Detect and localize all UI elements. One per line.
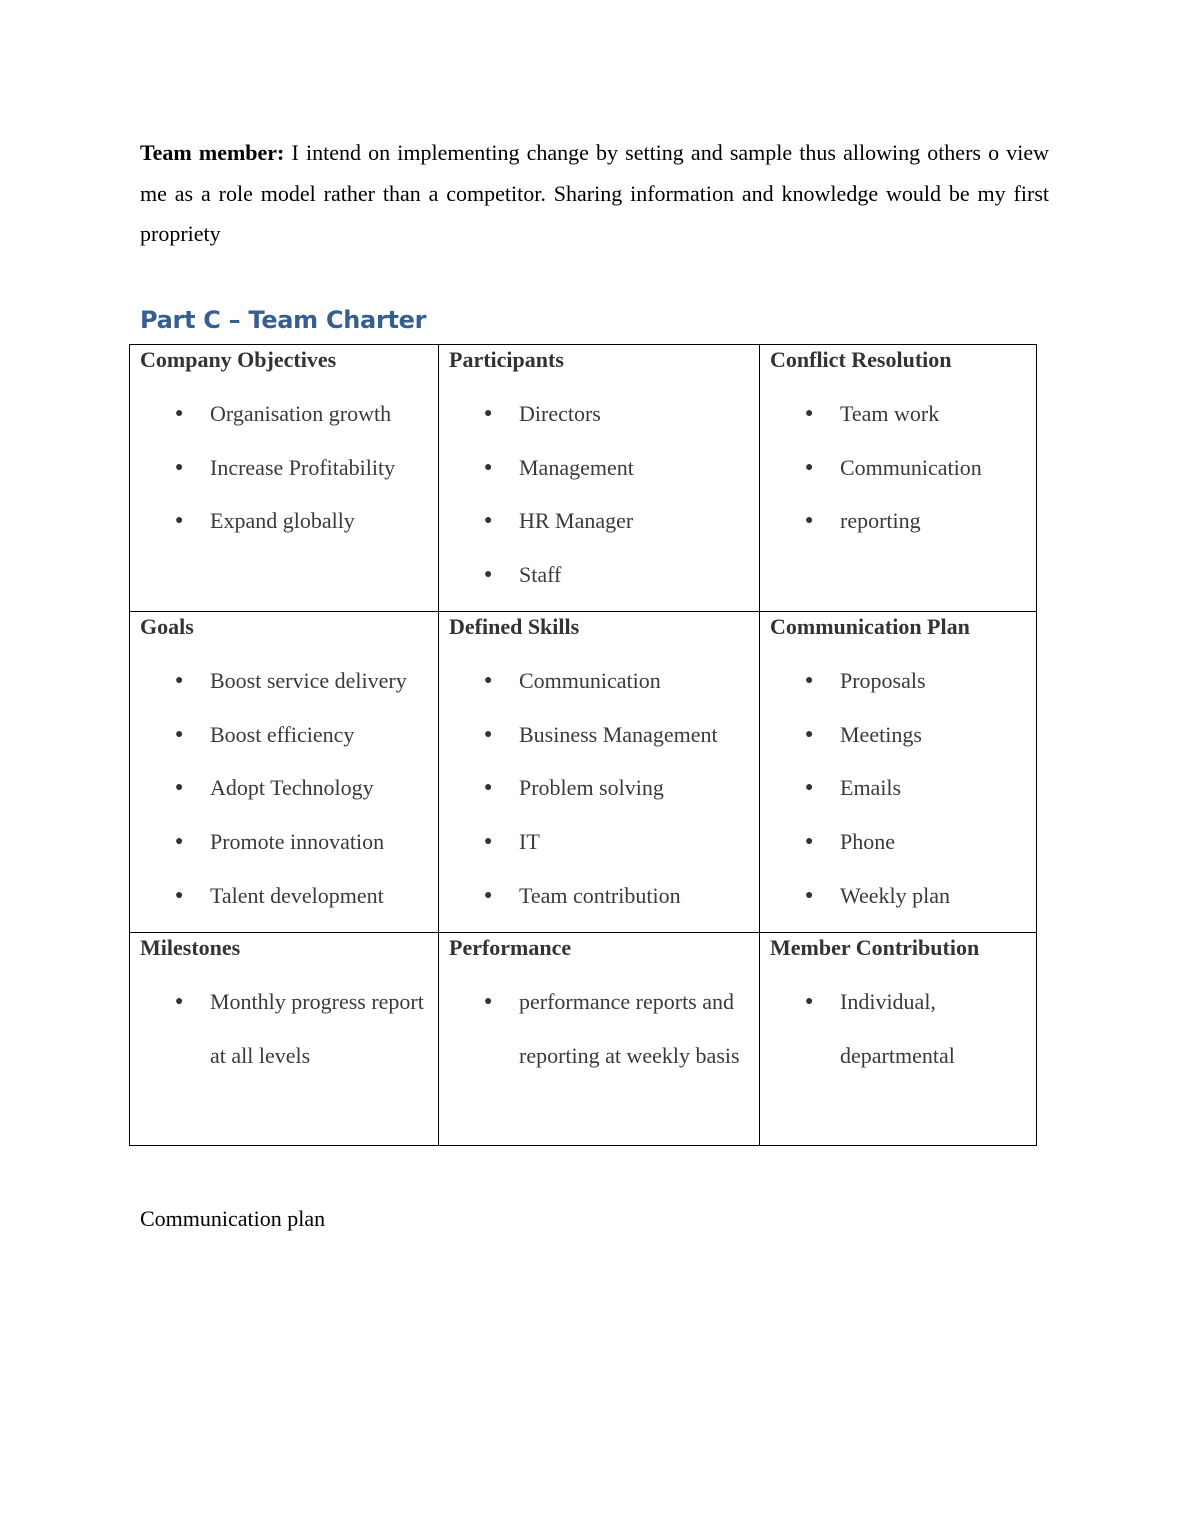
bullet-list [130, 641, 438, 923]
bullet-icon: ● [175, 513, 184, 529]
list-item [130, 441, 438, 495]
list-item-text: Meetings [840, 721, 922, 747]
list-item-text: Communication [840, 454, 982, 480]
bullet-icon: ● [175, 887, 184, 903]
list-item [439, 494, 759, 548]
cell-participants [439, 345, 760, 612]
cell-title: Member Contribution [770, 935, 980, 960]
list-item [439, 441, 759, 495]
bullet-icon: ● [175, 780, 184, 796]
list-item [760, 975, 1036, 1082]
list-item-text: Weekly plan [840, 882, 951, 908]
list-item-text: Emails [840, 775, 902, 801]
bullet-icon: ● [484, 459, 493, 475]
list-item [130, 494, 438, 548]
list-item [760, 494, 1036, 548]
bullet-icon: ● [175, 673, 184, 688]
list-item [130, 869, 438, 923]
list-item [439, 548, 759, 602]
list-item [760, 654, 1036, 708]
bullet-icon: ● [805, 513, 814, 529]
list-item-text: IT [519, 829, 540, 855]
cell-title: Performance [449, 935, 572, 960]
table-row [130, 933, 1037, 1146]
cell-company-objectives [130, 345, 439, 612]
bullet-icon: ● [484, 406, 493, 421]
bullet-icon: ● [484, 513, 493, 529]
list-item [760, 815, 1036, 869]
list-item-text: performance reports and reporting at weekly basis [519, 989, 740, 1068]
list-item-text: reporting [840, 508, 921, 534]
bullet-list [439, 374, 759, 602]
cell-title: Participants [449, 347, 564, 372]
list-item-text: Promote innovation [210, 829, 385, 855]
bullet-icon: ● [805, 994, 814, 1009]
cell-milestones [130, 933, 439, 1146]
list-item [439, 708, 759, 762]
bullet-icon: ● [805, 726, 814, 742]
team-member-label: Team member: [140, 140, 285, 165]
list-item-text: Team contribution [519, 882, 681, 908]
cell-performance [439, 933, 760, 1146]
list-item [130, 654, 438, 708]
bullet-icon: ● [805, 459, 814, 475]
bullet-icon: ● [484, 673, 493, 688]
bullet-list [130, 962, 438, 1082]
bullet-list [130, 374, 438, 548]
cell-title: Goals [140, 614, 194, 639]
bullet-icon: ● [175, 406, 184, 421]
cell-title: Defined Skills [449, 614, 580, 639]
list-item-text: Increase Profitability [210, 454, 396, 480]
bullet-icon: ● [175, 834, 184, 850]
list-item-text: HR Manager [519, 508, 634, 534]
list-item-text: Management [519, 454, 634, 480]
table-row [130, 612, 1037, 933]
bullet-icon: ● [484, 726, 493, 742]
list-item-text: Proposals [840, 668, 926, 693]
list-item-text: Team work [840, 401, 940, 426]
bullet-list [439, 641, 759, 923]
bullet-icon: ● [484, 887, 493, 903]
list-item [760, 387, 1036, 441]
list-item-text: Boost efficiency [210, 721, 355, 747]
bullet-icon: ● [175, 994, 184, 1009]
cell-title: Communication Plan [770, 614, 970, 639]
team-member-paragraph [140, 133, 1049, 255]
list-item [130, 815, 438, 869]
cell-title: Milestones [140, 935, 241, 960]
bullet-icon: ● [175, 726, 184, 742]
bullet-icon: ● [805, 834, 814, 850]
list-item [760, 869, 1036, 923]
bullet-icon: ● [484, 994, 493, 1009]
list-item-text: Directors [519, 401, 601, 426]
team-member-text: I intend on implementing change by setting and sample thus allowing others o view me as a role model rather than a competitor. Sharing information and knowledge would be my first propriety [140, 140, 1049, 246]
bullet-icon: ● [805, 673, 814, 688]
table-row [130, 345, 1037, 612]
bullet-icon: ● [805, 406, 814, 421]
list-item [760, 708, 1036, 762]
bullet-icon: ● [805, 887, 814, 903]
list-item-text: Expand globally [210, 508, 355, 534]
list-item-text: Adopt Technology [210, 775, 374, 801]
list-item [130, 387, 438, 441]
list-item [130, 708, 438, 762]
cell-title: Conflict Resolution [770, 347, 952, 372]
bullet-icon: ● [175, 459, 184, 475]
cell-title: Company Objectives [140, 347, 337, 372]
list-item-text: Individual, departmental [840, 989, 955, 1068]
cell-goals [130, 612, 439, 933]
cell-conflict-resolution [760, 345, 1037, 612]
list-item [130, 975, 438, 1082]
list-item [439, 815, 759, 869]
list-item-text: Staff [519, 562, 562, 588]
list-item-text: Monthly progress report at all levels [210, 989, 424, 1068]
bullet-icon: ● [484, 567, 493, 583]
section-heading: Part C – Team Charter [140, 306, 427, 334]
cell-communication-plan [760, 612, 1037, 933]
communication-plan-text: Communication plan [140, 1206, 326, 1231]
bullet-icon: ● [484, 834, 493, 850]
list-item-text: Communication [519, 668, 661, 693]
bullet-icon: ● [484, 780, 493, 796]
bullet-icon: ● [805, 780, 814, 796]
bullet-list [760, 641, 1036, 923]
team-charter-table [129, 344, 1037, 1146]
list-item [439, 869, 759, 923]
list-item [130, 761, 438, 815]
list-item [439, 975, 759, 1082]
list-item-text: Business Management [519, 721, 718, 747]
list-item-text: Talent development [210, 882, 384, 908]
list-item-text: Phone [840, 829, 895, 855]
cell-defined-skills [439, 612, 760, 933]
list-item-text: Organisation growth [210, 401, 392, 426]
list-item [439, 761, 759, 815]
list-item-text: Problem solving [519, 775, 664, 801]
bullet-list [439, 962, 759, 1082]
bullet-list [760, 374, 1036, 548]
cell-member-contribution [760, 933, 1037, 1146]
list-item [760, 761, 1036, 815]
list-item [439, 654, 759, 708]
bullet-list [760, 962, 1036, 1082]
list-item-text: Boost service delivery [210, 668, 407, 693]
list-item [760, 441, 1036, 495]
list-item [439, 387, 759, 441]
